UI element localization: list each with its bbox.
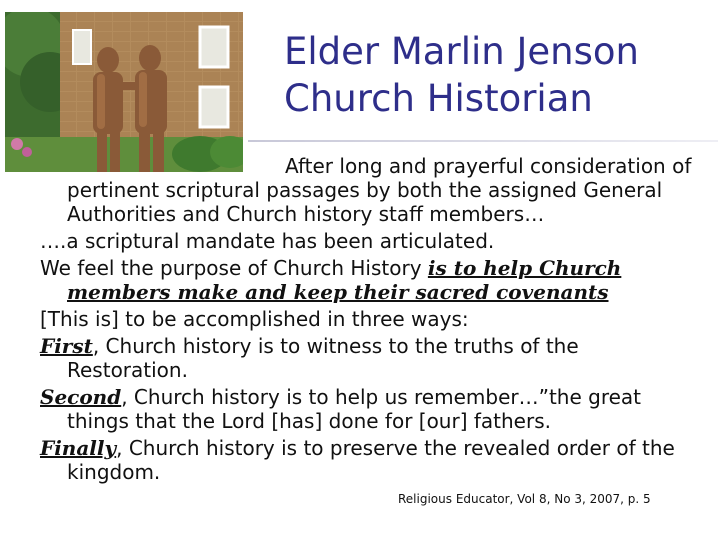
paragraph-3 <box>40 256 700 304</box>
paragraph-4: [This is] to be accomplished in three ways: <box>40 307 469 331</box>
paragraph-6 <box>40 385 700 433</box>
paragraph-5-lead: First <box>40 334 93 358</box>
paragraph-1: After long and prayerful consideration of pertinent scriptural passages by both the assigned General Authorities and Church history staff members… <box>67 154 692 226</box>
paragraph-7 <box>40 436 700 484</box>
paragraph-6-text: , Church history is to help us remember…”the great things that the Lord [has] done for [our] fathers. <box>67 385 642 433</box>
statue-photo-image <box>5 12 243 172</box>
slide-body <box>40 154 700 487</box>
title-line-2: Church Historian <box>284 77 593 120</box>
paragraph-2: ….a scriptural mandate has been articulated. <box>40 229 495 253</box>
paragraph-5 <box>40 334 700 382</box>
title-divider <box>248 140 718 142</box>
statue-photo <box>5 12 243 172</box>
paragraph-7-text: , Church history is to preserve the revealed order of the kingdom. <box>67 436 675 484</box>
paragraph-5-text: , Church history is to witness to the truths of the Restoration. <box>67 334 579 382</box>
title-line-1: Elder Marlin Jenson <box>284 30 639 73</box>
citation: Religious Educator, Vol 8, No 3, 2007, p. 5 <box>398 492 651 506</box>
paragraph-6-lead: Second <box>40 385 122 409</box>
paragraph-7-lead: Finally <box>40 436 117 460</box>
paragraph-3-text: We feel the purpose of Church History <box>40 256 428 280</box>
slide-title <box>284 28 714 122</box>
paragraph-3-emphasis: is to help Church members make and keep their sacred covenants <box>67 256 622 304</box>
